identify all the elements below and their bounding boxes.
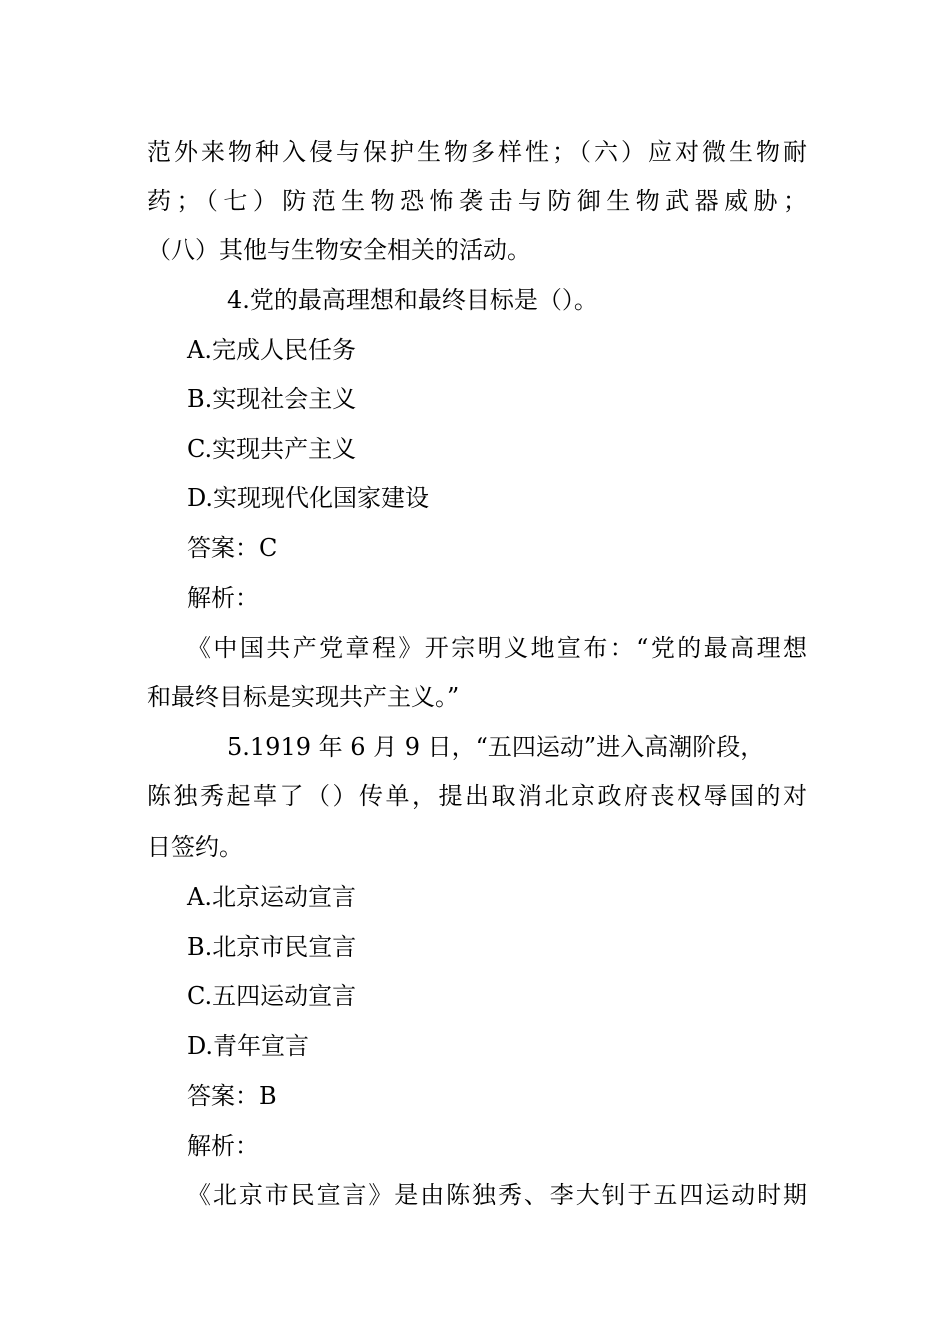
analysis-label: 解析： [187,584,259,612]
question-4: 4.党的最高理想和最终目标是（）。 [227,286,598,314]
option-d: D.青年宣言 [187,1032,310,1060]
option-a: A.北京运动宣言 [187,883,356,911]
paragraph-line: （八）其他与生物安全相关的活动。 [147,236,531,264]
option-c: C.实现共产主义 [187,435,357,463]
answer: 答案：B [187,1082,277,1110]
paragraph-line: 范外来物种入侵与保护生物多样性；（六）应对微生物耐 [147,138,807,166]
question-5: 5.1919 年 6 月 9 日，“五四运动”进入高潮阶段， [227,733,765,761]
option-b: B.实现社会主义 [187,385,357,413]
analysis-line: 和最终目标是实现共产主义。” [147,683,460,711]
option-d: D.实现现代化国家建设 [187,484,430,512]
question-5-line: 日签约。 [147,833,243,861]
paragraph-line: 药；（七）防范生物恐怖袭击与防御生物武器威胁； [147,187,807,215]
analysis-line: 《北京市民宣言》是由陈独秀、李大钊于五四运动时期 [187,1181,807,1209]
option-c: C.五四运动宣言 [187,982,357,1010]
answer: 答案：C [187,534,278,562]
question-5-line: 陈独秀起草了（）传单，提出取消北京政府丧权辱国的对 [147,782,807,810]
option-a: A.完成人民任务 [187,336,356,364]
analysis-label: 解析： [187,1132,259,1160]
analysis-line: 《中国共产党章程》开宗明义地宣布：“党的最高理想 [187,634,807,662]
option-b: B.北京市民宣言 [187,933,357,961]
